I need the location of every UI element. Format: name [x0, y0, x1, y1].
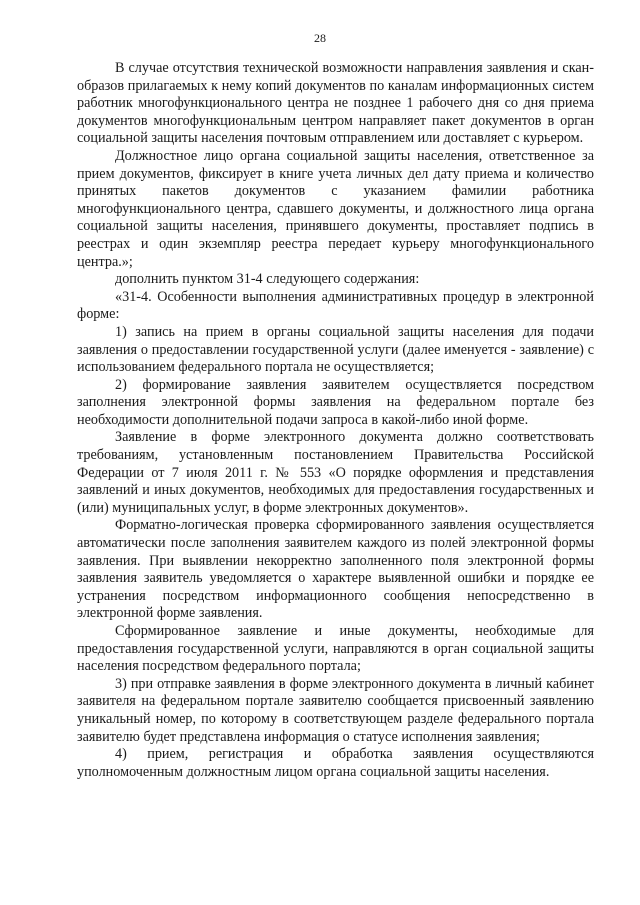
paragraph-electronic-requirements: Заявление в форме электронного документа должно соответствовать требованиям, установленным постановлением Правительства Российской Федерации от 7 июля 2011 г. № 553 «О порядке оформления и представления заявлений и иных документов, необходимых для предоставления государственных и (или) муниципальных услуг, в форме электронных документов». — [77, 429, 594, 516]
paragraph-mfc-courier-delivery: В случае отсутствия технической возможности направления заявления и скан-образов прилагаемых к нему копий документов по каналам информационных систем работник многофункционального центра не позднее 1 рабочего дня со дня приема документов многофункциональным центром направляет пакет документов в орган социальной защиты населения почтовым отправлением или доставляет с курьером. — [77, 60, 594, 147]
list-item-2-form-filling: 2) формирование заявления заявителем осуществляется посредством заполнения электронной формы заявления на федеральном портале без необходимости дополнительной подачи запроса в какой-либо иной форме. — [77, 376, 594, 428]
list-item-1-appointment: 1) запись на прием в органы социальной защиты населения для подачи заявления о предоставлении государственной услуги (далее именуется - заявление) с использованием федерального портала не осуществляется; — [77, 323, 594, 376]
document-body — [77, 60, 594, 781]
page-number: 28 — [314, 31, 326, 45]
paragraph-clause-31-4-heading: «31-4. Особенности выполнения административных процедур в электронной форме: — [77, 288, 594, 323]
list-item-4-processing: 4) прием, регистрация и обработка заявления осуществляются уполномоченным должностным лицом органа социальной защиты населения. — [77, 746, 594, 780]
paragraph-submission-via-portal: Сформированное заявление и иные документы, необходимые для предоставления государственной услуги, направляются в орган социальной защиты населения посредством федерального портала; — [77, 623, 594, 675]
list-item-3-unique-number: 3) при отправке заявления в форме электронного документа в личный кабинет заявителя на федеральном портале заявителю сообщается присвоенный заявлению уникальный номер, по которому в соответствующем разделе федерального портала заявителю будет представлена информация о статусе исполнения заявления; — [77, 675, 594, 745]
paragraph-amendment-intro: дополнить пунктом 31-4 следующего содержания: — [115, 271, 420, 288]
paragraph-format-logic-check: Форматно-логическая проверка сформированного заявления осуществляется автоматически после заполнения заявителем каждого из полей электронной формы заявления. При выявлении некорректно заполненного поля электронной формы заявления заявитель уведомляется о характере выявленной ошибки и порядке ее устранения посредством информационного сообщения непосредственно в электронной форме заявления. — [77, 517, 594, 622]
paragraph-official-registration: Должностное лицо органа социальной защиты населения, ответственное за прием документов, фиксирует в книге учета личных дел дату приема и количество принятых пакетов документов с указанием фамилии работника многофункционального центра, сдавшего документы, и должностного лица органа социальной защиты населения, принявшего документы, проставляет подпись в реестрах и один экземпляр реестра передает курьеру многофункционального центра.»; — [77, 147, 594, 270]
